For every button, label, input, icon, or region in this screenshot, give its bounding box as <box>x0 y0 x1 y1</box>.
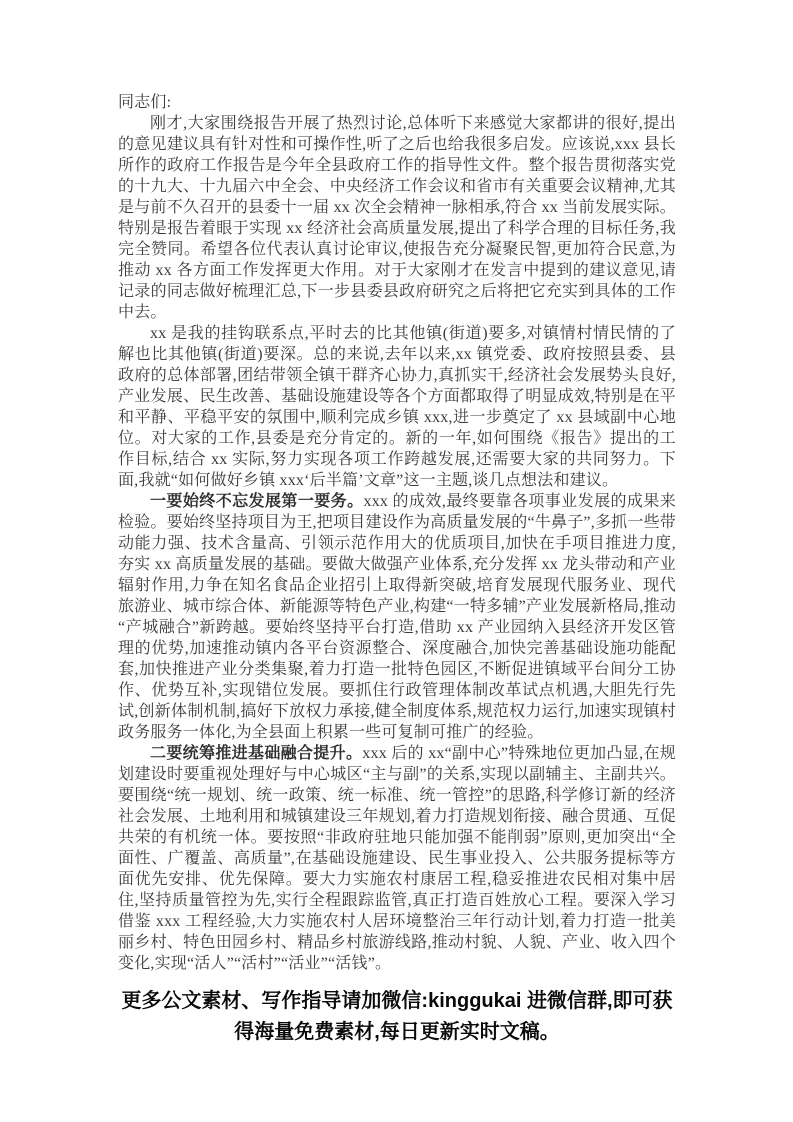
point-one-body: xxx 的成效,最终要靠各项事业发展的成果来检验。要始终坚持项目为王,把项目建设作为高质量发展的“牛鼻子”,多抓一些带动能力强、技术含量高、引领示范作用大的优质项目,加快在手项目推进力度,夯实 xx 高质量发展的基础。要做大做强产业体系,充分发挥 xx 龙头带动和产业辐射作用,力争在知名食品企业招引上取得新突破,培育发展现代服务业、现代旅游业、城市综合体、新能源等特色产业,构建“一特多辅”产业发展新格局,推动“产城融合”新跨越。要始终坚持平台打造,借助 xx 产业园纳入县经济开发区管理的优势,加速推动镇内各平台资源整合、深度融合,加快完善基础设施功能配套,加快推进产业分类集聚,着力打造一批特色园区,不断促进镇域平台间分工协作、优势互补,实现错位发展。要抓住行政管理体制改革试点机遇,大胆先行先试,创新体制机制,搞好下放权力承接,健全制度体系,规范权力运行,加速实现镇村政务服务一体化,为全县面上积累一些可复制可推广的经验。 <box>118 493 676 741</box>
point-two-body: xxx 后的 xx“副中心”特殊地位更加凸显,在规划建设时要重视处理好与中心城区“主与副”的关系,实现以副辅主、主副共兴。要围绕“统一规划、统一政策、统一标准、统一管控”的思路,科学修订新的经济社会发展、土地利用和城镇建设三年规划,着力打造规划衔接、融合贯通、互促共荣的有机统一体。要按照“非政府驻地只能加强不能削弱”原则,更加突出“全面性、广覆盖、高质量”,在基础设施建设、民生事业投入、公共服务提标等方面优先安排、优先保障。要大力实施农村康居工程,稳妥推进农民相对集中居住,坚持质量管控为先,实行全程跟踪监管,真正打造百姓放心工程。要深入学习借鉴 xxx 工程经验,大力实施农村人居环境整治三年行动计划,着力打造一批美丽乡村、特色田园乡村、精品乡村旅游线路,推动村貌、人貌、产业、收入四个变化,实现“活人”“活村”“活业”“活钱”。 <box>118 745 676 972</box>
point-one-heading: 一要始终不忘发展第一要务。 <box>150 493 364 510</box>
paragraph-point-one <box>118 491 676 743</box>
paragraph-opening-remarks: 刚才,大家围绕报告开展了热烈讨论,总体听下来感觉大家都讲的很好,提出的意见建议具有针对性和可操作性,听了之后也给我很多启发。应该说,xxx 县长所作的政府工作报告是今年全县政府工作的指导性文件。整个报告贯彻落实党的十九大、十九届六中全会、中央经济工作会议和省市有关重要会议精神,尤其是与前不久召开的县委十一届 xx 次全会精神一脉相承,符合 xx 当前发展实际。特别是报告着眼于实现 xx 经济社会高质量发展,提出了科学合理的目标任务,我完全赞同。希望各位代表认真讨论审议,使报告充分凝聚民智,更加符合民意,为推动 xx 各方面工作发挥更大作用。对于大家刚才在发言中提到的建议意见,请记录的同志做好梳理汇总,下一步县委县政府研究之后将把它充实到具体的工作中去。 <box>118 115 676 321</box>
document-body <box>118 92 676 1048</box>
promo-footer: 更多公文素材、写作指导请加微信:kinggukai 进微信群,即可获得海量免费素材,每日更新实时文稿。 <box>121 990 673 1043</box>
paragraph-point-two <box>118 743 676 974</box>
point-two-heading: 二要统筹推进基础融合提升。 <box>150 745 363 762</box>
paragraph-town-overview: xx 是我的挂钩联系点,平时去的比其他镇(街道)要多,对镇情村情民情的了解也比其他镇(街道)要深。总的来说,去年以来,xx 镇党委、政府按照县委、县政府的总体部署,团结带领全镇干群齐心协力,真抓实干,经济社会发展势头良好,产业发展、民生改善、基础设施建设等各个方面都取得了明显成效,特别是在平和平静、平稳平安的氛围中,顺利完成乡镇 xxx,进一步奠定了 xx 县域副中心地位。对大家的工作,县委是充分肯定的。新的一年,如何围绕《报告》提出的工作目标,结合 xx 实际,努力实现各项工作跨越发展,还需要大家的共同努力。下面,我就“如何做好乡镇 xxx‘后半篇’文章”这一主题,谈几点想法和建议。 <box>118 325 676 489</box>
salutation: 同志们: <box>118 94 172 111</box>
